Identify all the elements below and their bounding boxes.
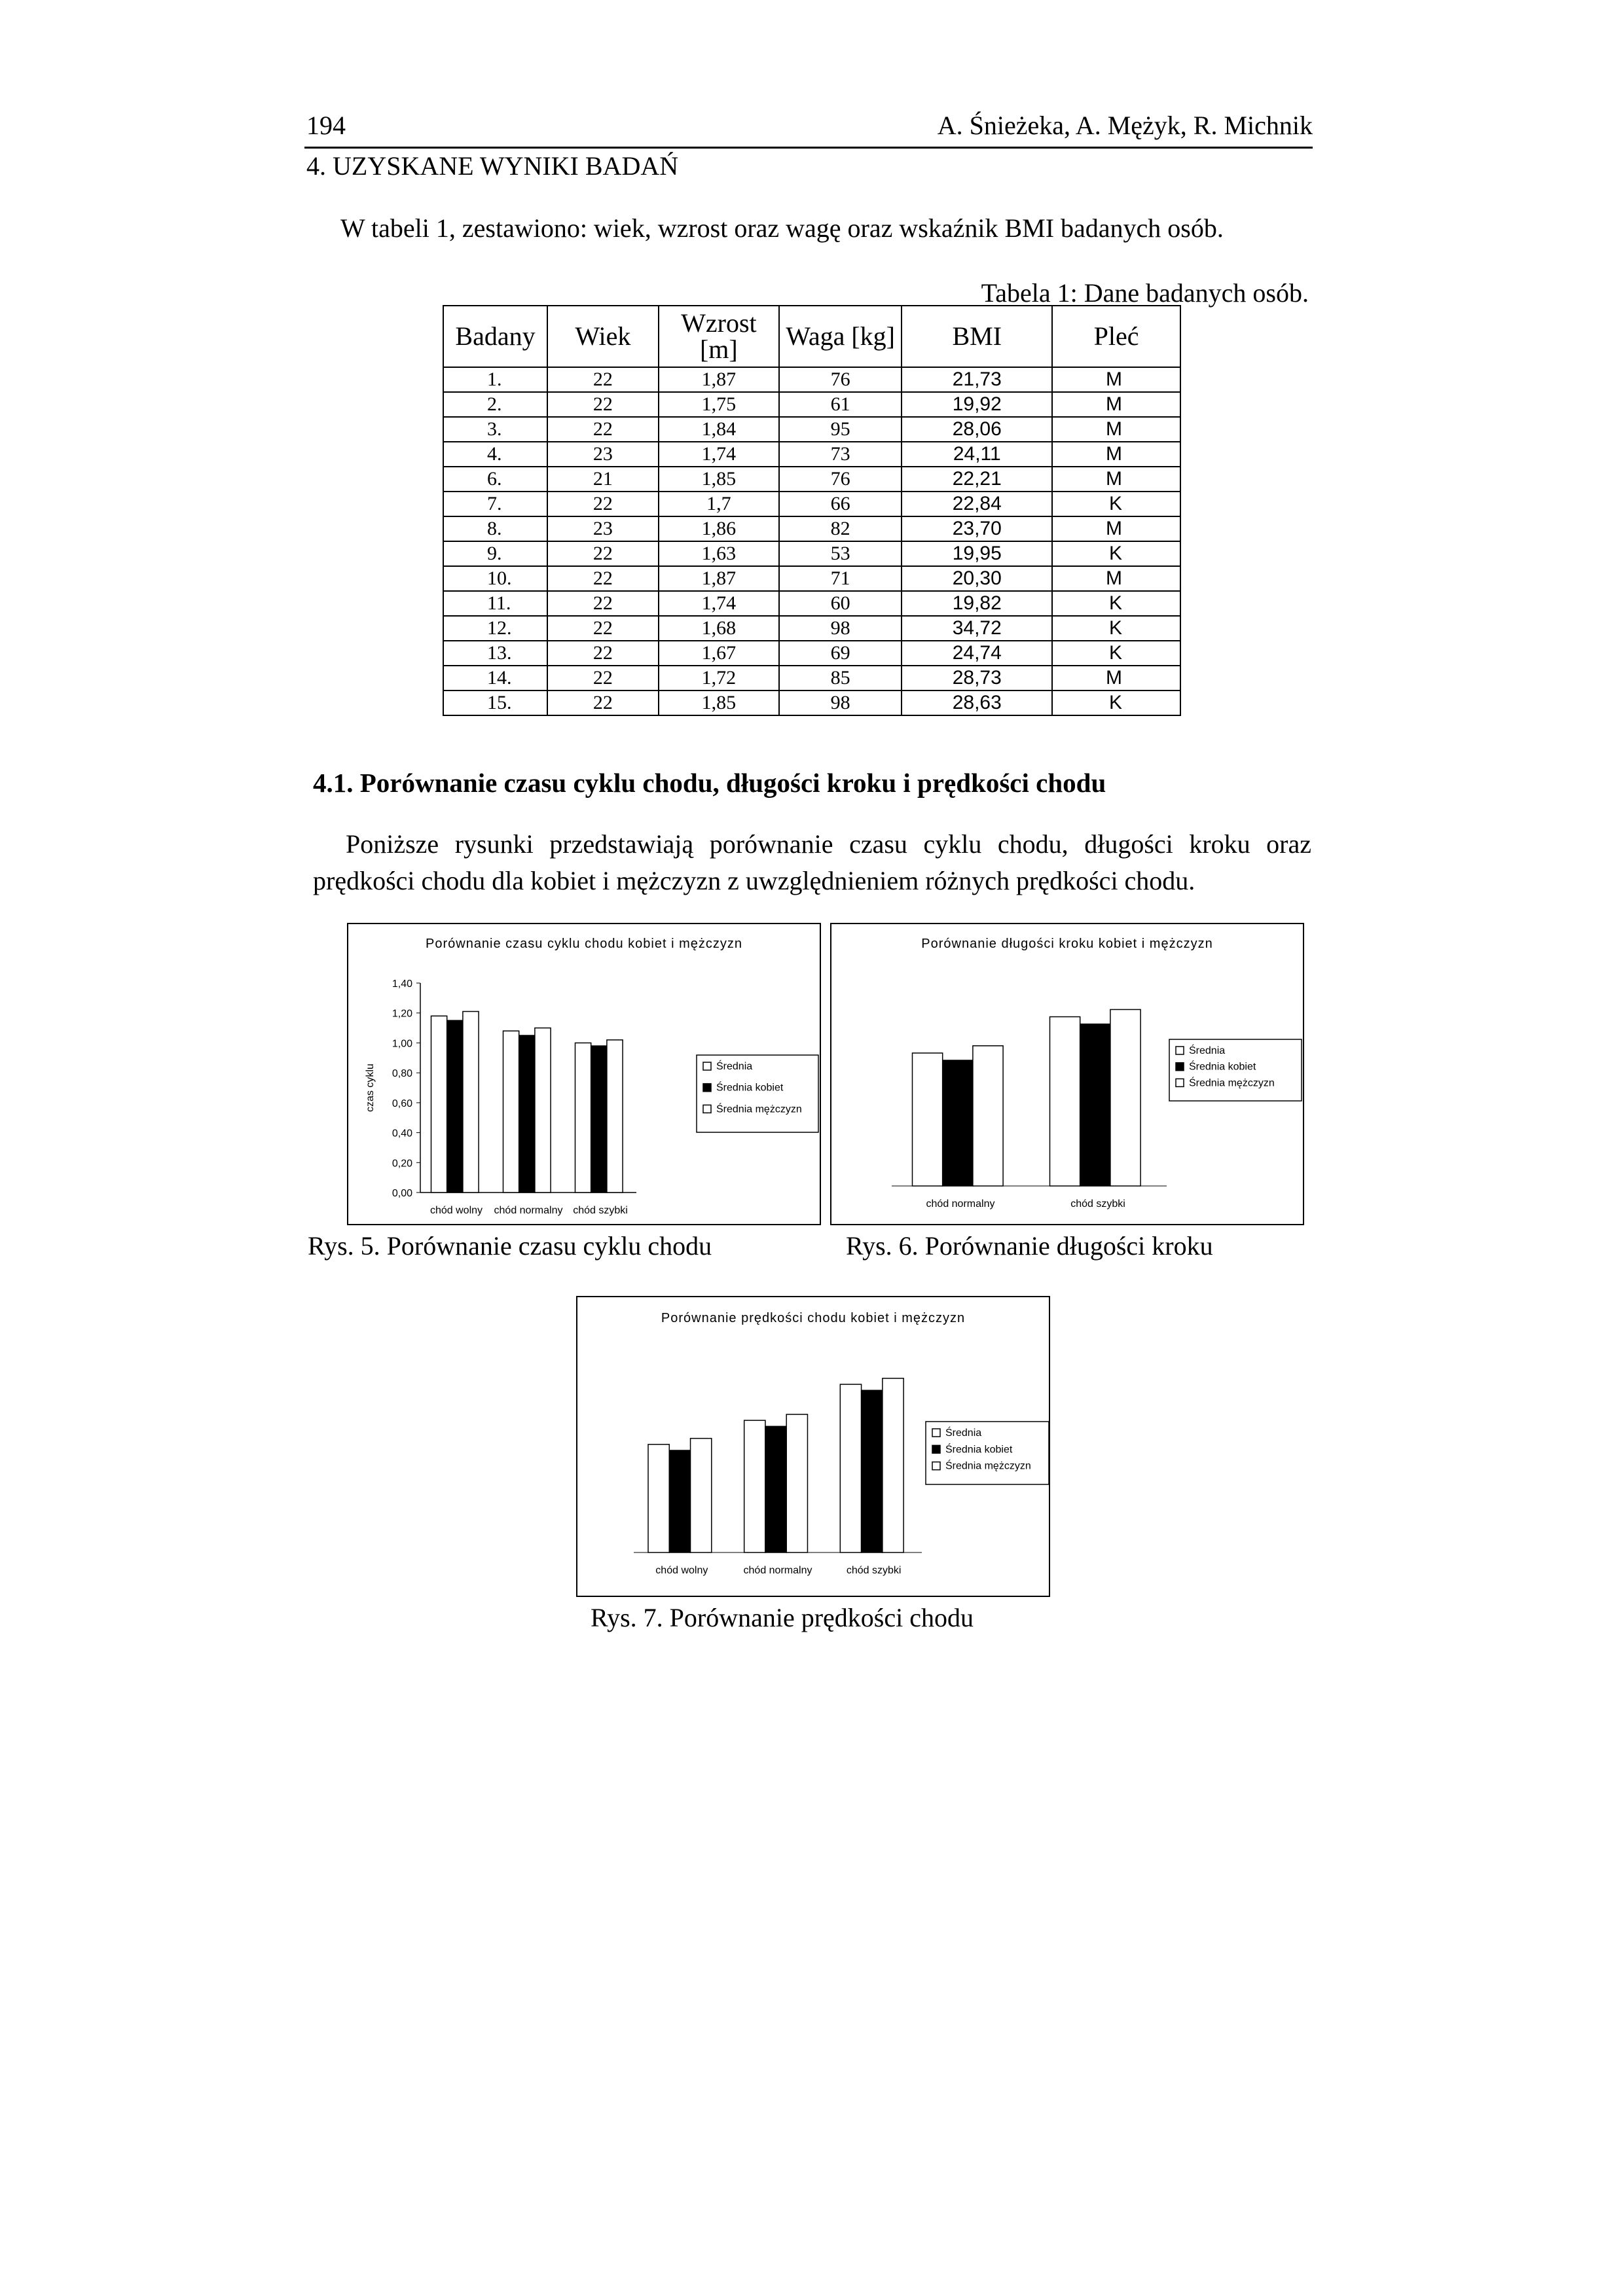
table-cell: 1,85 <box>659 691 779 715</box>
table-header-row <box>443 306 1180 367</box>
bar <box>648 1444 669 1552</box>
table-row <box>443 367 1180 392</box>
table-cell: 1,86 <box>659 516 779 541</box>
figure-5-caption: Rys. 5. Porównanie czasu cyklu chodu <box>308 1231 712 1261</box>
bar <box>503 1031 519 1193</box>
table-cell: 1,87 <box>659 566 779 591</box>
table-cell: 11. <box>443 591 547 616</box>
table-cell: 13. <box>443 641 547 666</box>
chart-title: Porównanie długości kroku kobiet i mężczyzn <box>921 937 1213 951</box>
table-header-cell: Wiek <box>547 306 659 367</box>
page-number: 194 <box>306 111 346 140</box>
table-header-cell: Wzrost [m] <box>659 306 779 367</box>
legend-swatch <box>932 1429 940 1437</box>
figure-7-caption: Rys. 7. Porównanie prędkości chodu <box>591 1603 974 1632</box>
bar <box>535 1028 551 1193</box>
table-cell: 98 <box>779 616 902 641</box>
table-caption: Tabela 1: Dane badanych osób. <box>981 278 1309 308</box>
table-header-cell: Waga [kg] <box>779 306 902 367</box>
table-cell: M <box>1052 392 1180 417</box>
table-cell: M <box>1052 367 1180 392</box>
legend-label: Średnia kobiet <box>716 1082 784 1094</box>
table-cell: 21,73 <box>902 367 1052 392</box>
legend-swatch <box>703 1105 711 1113</box>
table-cell: 22 <box>547 541 659 566</box>
table-row <box>443 666 1180 691</box>
y-tick-label: 0,80 <box>392 1068 412 1080</box>
bar <box>1080 1024 1110 1186</box>
table-cell: 1,72 <box>659 666 779 691</box>
table-cell: 23,70 <box>902 516 1052 541</box>
table-row <box>443 516 1180 541</box>
figure-6-chart <box>830 923 1304 1225</box>
bar <box>913 1053 943 1186</box>
bar <box>519 1035 535 1193</box>
table-cell: 6. <box>443 467 547 492</box>
table-cell: 1,87 <box>659 367 779 392</box>
table-cell: 19,95 <box>902 541 1052 566</box>
legend-label: Średnia <box>1189 1045 1226 1056</box>
x-tick-label: chód szybki <box>1070 1198 1125 1210</box>
table-cell: 76 <box>779 367 902 392</box>
table-cell: 22 <box>547 666 659 691</box>
table-row <box>443 691 1180 715</box>
table-cell: M <box>1052 566 1180 591</box>
table-row <box>443 467 1180 492</box>
table-cell: 82 <box>779 516 902 541</box>
legend-label: Średnia <box>716 1061 753 1072</box>
table-cell: 98 <box>779 691 902 715</box>
table-cell: 1,84 <box>659 417 779 442</box>
figure-7-chart <box>576 1296 1050 1597</box>
table-row <box>443 566 1180 591</box>
bar <box>431 1016 447 1193</box>
table-row <box>443 616 1180 641</box>
x-tick-label: chód normalny <box>743 1565 812 1576</box>
table-header-cell: Pleć <box>1052 306 1180 367</box>
bar <box>591 1046 607 1193</box>
table-cell: 1,75 <box>659 392 779 417</box>
table-cell: 34,72 <box>902 616 1052 641</box>
chart-title: Porównanie czasu cyklu chodu kobiet i mężczyzn <box>426 937 742 951</box>
legend-label: Średnia mężczyzn <box>945 1460 1031 1472</box>
table-cell: 19,82 <box>902 591 1052 616</box>
table-cell: 22 <box>547 417 659 442</box>
table-cell: M <box>1052 417 1180 442</box>
bar <box>862 1390 883 1552</box>
table-cell: K <box>1052 616 1180 641</box>
legend-label: Średnia <box>945 1427 982 1439</box>
y-tick-label: 0,60 <box>392 1098 412 1109</box>
table-cell: 22 <box>547 492 659 516</box>
table-cell: 73 <box>779 442 902 467</box>
table-cell: M <box>1052 467 1180 492</box>
table-cell: K <box>1052 641 1180 666</box>
running-header-authors: A. Śnieżeka, A. Mężyk, R. Michnik <box>937 111 1313 140</box>
legend-swatch <box>932 1462 940 1470</box>
legend-label: Średnia mężczyzn <box>1189 1077 1275 1089</box>
figure-5-chart <box>347 923 821 1225</box>
legend-label: Średnia kobiet <box>945 1444 1013 1456</box>
x-tick-label: chód szybki <box>846 1565 902 1576</box>
bar <box>463 1011 479 1193</box>
table-cell: 22 <box>547 591 659 616</box>
legend-swatch <box>703 1084 711 1092</box>
figure-6-caption: Rys. 6. Porównanie długości kroku <box>846 1231 1213 1261</box>
y-tick-label: 0,00 <box>392 1188 412 1199</box>
table-cell: 22 <box>547 616 659 641</box>
table-cell: 28,63 <box>902 691 1052 715</box>
table-cell: 1,63 <box>659 541 779 566</box>
table-cell: 22,21 <box>902 467 1052 492</box>
bar <box>744 1420 765 1552</box>
table-row <box>443 641 1180 666</box>
x-tick-label: chód szybki <box>573 1205 628 1216</box>
table-cell: 1. <box>443 367 547 392</box>
chart-title: Porównanie prędkości chodu kobiet i mężczyzn <box>661 1311 966 1325</box>
chart-svg <box>348 924 820 1224</box>
legend-label: Średnia kobiet <box>1189 1061 1256 1073</box>
section-title: 4. UZYSKANE WYNIKI BADAŃ <box>306 151 679 181</box>
bar <box>669 1450 690 1552</box>
legend-swatch <box>1176 1047 1184 1054</box>
table-cell: 3. <box>443 417 547 442</box>
table-cell: 69 <box>779 641 902 666</box>
bar <box>575 1043 591 1193</box>
table-cell: 24,11 <box>902 442 1052 467</box>
bar <box>883 1378 903 1552</box>
table-cell: 28,06 <box>902 417 1052 442</box>
table-cell: 8. <box>443 516 547 541</box>
bar <box>973 1046 1003 1186</box>
legend-swatch <box>1176 1063 1184 1071</box>
table-cell: 22 <box>547 691 659 715</box>
legend-swatch <box>932 1445 940 1453</box>
table-row <box>443 392 1180 417</box>
table-header-cell: Badany <box>443 306 547 367</box>
data-table <box>443 305 1181 716</box>
table-cell: 15. <box>443 691 547 715</box>
table-cell: 1,7 <box>659 492 779 516</box>
bar <box>786 1414 807 1552</box>
table-cell: K <box>1052 492 1180 516</box>
section-intro: W tabeli 1, zestawiono: wiek, wzrost oraz wagę oraz wskaźnik BMI badanych osób. <box>340 213 1224 243</box>
table-cell: 22,84 <box>902 492 1052 516</box>
table-row <box>443 492 1180 516</box>
bar <box>1110 1009 1140 1186</box>
table-row <box>443 541 1180 566</box>
table-cell: 22 <box>547 566 659 591</box>
x-tick-label: chód wolny <box>429 1205 483 1216</box>
y-tick-label: 1,00 <box>392 1038 412 1050</box>
table-cell: 12. <box>443 616 547 641</box>
table-cell: 23 <box>547 516 659 541</box>
bar <box>447 1020 463 1193</box>
bar <box>943 1060 973 1186</box>
table-cell: 95 <box>779 417 902 442</box>
table-cell: 1,68 <box>659 616 779 641</box>
table-cell: K <box>1052 541 1180 566</box>
table-row <box>443 591 1180 616</box>
y-tick-label: 1,40 <box>392 978 412 990</box>
table-cell: 28,73 <box>902 666 1052 691</box>
x-tick-label: chód wolny <box>655 1565 708 1576</box>
bar <box>1050 1017 1080 1186</box>
table-cell: 10. <box>443 566 547 591</box>
y-tick-label: 0,20 <box>392 1158 412 1170</box>
legend-box <box>697 1055 818 1132</box>
x-tick-label: chód normalny <box>926 1198 995 1210</box>
table-cell: 23 <box>547 442 659 467</box>
table-cell: 71 <box>779 566 902 591</box>
table-cell: 7. <box>443 492 547 516</box>
bar <box>840 1384 861 1552</box>
subsection-paragraph: Poniższe rysunki przedstawiają porównanie czasu cyklu chodu, długości kroku oraz prędkości chodu dla kobiet i mężczyzn z uwzględnieniem różnych prędkości chodu. <box>313 829 1311 895</box>
y-axis-label: czas cyklu <box>365 1064 376 1112</box>
chart-svg <box>577 1297 1049 1596</box>
bar <box>691 1439 712 1552</box>
table-cell: K <box>1052 591 1180 616</box>
table-cell: 85 <box>779 666 902 691</box>
table-header-cell: BMI <box>902 306 1052 367</box>
legend-label: Średnia mężczyzn <box>716 1103 802 1115</box>
table-cell: 1,67 <box>659 641 779 666</box>
bar <box>765 1426 786 1552</box>
table-cell: 9. <box>443 541 547 566</box>
table-cell: K <box>1052 691 1180 715</box>
table-cell: 76 <box>779 467 902 492</box>
y-tick-label: 0,40 <box>392 1128 412 1139</box>
table-cell: 61 <box>779 392 902 417</box>
table-cell: 1,85 <box>659 467 779 492</box>
table-cell: 66 <box>779 492 902 516</box>
table-cell: 21 <box>547 467 659 492</box>
y-tick-label: 1,20 <box>392 1008 412 1020</box>
table-cell: 24,74 <box>902 641 1052 666</box>
table-cell: 22 <box>547 392 659 417</box>
table-cell: 19,92 <box>902 392 1052 417</box>
table-cell: 53 <box>779 541 902 566</box>
table-cell: 22 <box>547 367 659 392</box>
table-cell: M <box>1052 516 1180 541</box>
bar <box>607 1040 623 1193</box>
table-cell: 20,30 <box>902 566 1052 591</box>
legend-swatch <box>703 1062 711 1070</box>
chart-svg <box>831 924 1303 1224</box>
table-cell: 14. <box>443 666 547 691</box>
legend-swatch <box>1176 1079 1184 1086</box>
table-cell: 4. <box>443 442 547 467</box>
table-cell: M <box>1052 442 1180 467</box>
table-cell: 2. <box>443 392 547 417</box>
table-cell: M <box>1052 666 1180 691</box>
table-cell: 1,74 <box>659 591 779 616</box>
subsection-title: 4.1. Porównanie czasu cyklu chodu, długości kroku i prędkości chodu <box>313 768 1106 798</box>
header-rule <box>304 147 1313 149</box>
table-cell: 60 <box>779 591 902 616</box>
table-row <box>443 417 1180 442</box>
x-tick-label: chód normalny <box>494 1205 563 1216</box>
table-cell: 1,74 <box>659 442 779 467</box>
table-cell: 22 <box>547 641 659 666</box>
table-row <box>443 442 1180 467</box>
